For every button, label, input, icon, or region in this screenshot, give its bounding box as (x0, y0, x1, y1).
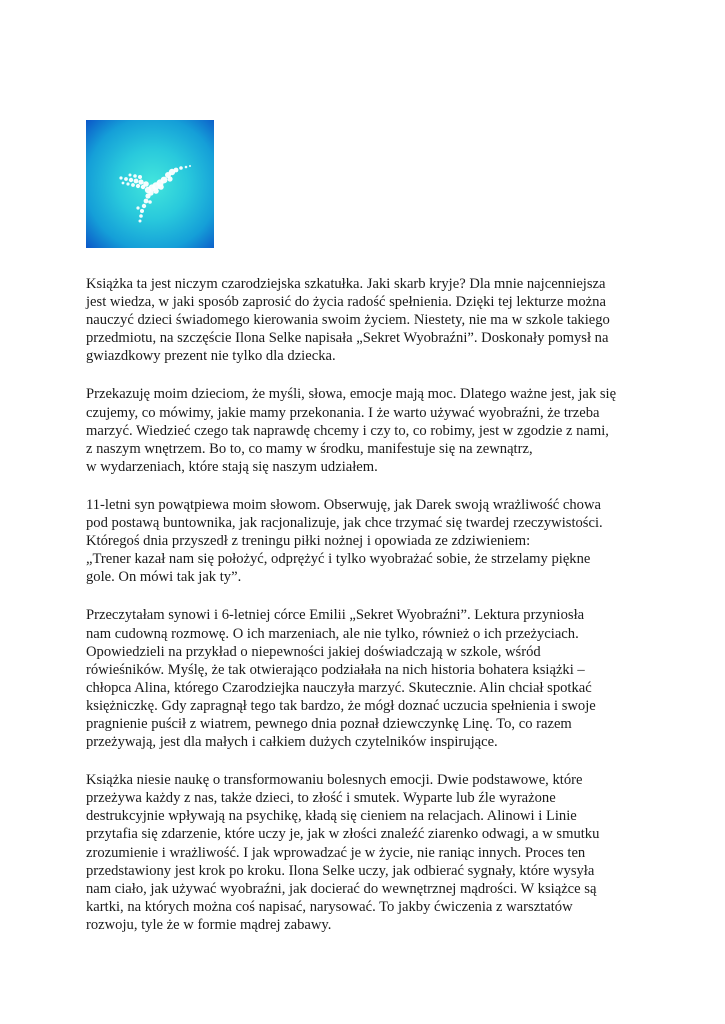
article-body (86, 275, 642, 954)
paragraph-line: Przekazuję moim dzieciom, że myśli, słowa, emocje mają moc. Dlatego ważne jest, jak się (86, 386, 617, 403)
paragraph-line: chłopca Alina, którego Czarodziejka nauczyła marzyć. Skutecznie. Alin chciał spotkać (86, 679, 592, 696)
paragraph-line: nam cudowną rozmowę. O ich marzeniach, ale nie tylko, również o ich przeżyciach. (86, 625, 579, 642)
paragraph-line: czujemy, co mówimy, jakie mamy przekonania. I że warto używać wyobraźni, że trzeba (86, 404, 600, 421)
paragraph-line: nam ciało, jak używać wyobraźni, jak docierać do wewnętrznej mądrości. W książce są (86, 880, 597, 897)
paragraph-line: przedstawiony jest krok po kroku. Ilona Selke uczy, jak odbierać sygnały, które wysyła (86, 862, 595, 879)
paragraph-line: księżniczkę. Gdy zapragnął tego tak bardzo, że mógł doznać uczucia spełnienia i swoje (86, 697, 596, 714)
paragraph-line: jest wiedza, w jaki sposób zaprosić do życia radość spełnienia. Dzięki tej lekturze można (86, 294, 606, 311)
paragraph-line: przeżywają, jest dla małych i całkiem dużych czytelników inspirujące. (86, 734, 498, 751)
paragraph-line: gole. On mówi tak jak ty”. (86, 569, 242, 586)
paragraph-line: przeżywa każdy z nas, także dzieci, to złość i smutek. Wyparte lub źle wyrażone (86, 790, 556, 807)
paragraph-line: pod postawą buntownika, jak racjonalizuje, jak chce trzymać się twardej rzeczywistości. (86, 515, 603, 532)
paragraph-line: 11-letni syn powątpiewa moim słowom. Obserwuję, jak Darek swoją wrażliwość chowa (86, 496, 601, 513)
paragraph (86, 385, 642, 475)
paragraph-line: Opowiedzieli na przykład o niepewności jakiej doświadczają w szkole, wśród (86, 643, 541, 660)
paragraph-line: przytafia się zdarzenie, które uczy je, jak w złości znaleźć ziarenko odwagi, a w smutku (86, 826, 600, 843)
paragraph-line: w wydarzeniach, które stają się naszym udziałem. (86, 458, 378, 475)
paragraph-line: gwiazdkowy prezent nie tylko dla dziecka. (86, 348, 336, 365)
paragraph (86, 275, 642, 365)
paragraph-line: pragnienie puścił z wiatrem, pewnego dnia poznał dziewczynkę Linę. To, co razem (86, 715, 572, 732)
hummingbird-dots-icon (86, 120, 214, 248)
paragraph-line: Książka ta jest niczym czarodziejska szkatułka. Jaki skarb kryje? Dla mnie najcenniejsza (86, 276, 606, 292)
paragraph (86, 496, 642, 586)
paragraph-line: Książka niesie naukę o transformowaniu bolesnych emocji. Dwie podstawowe, które (86, 772, 583, 789)
paragraph-line: zrozumienie i wrażliwość. I jak wprowadzać je w życie, nie raniąc innych. Proces ten (86, 844, 586, 861)
paragraph-line: marzyć. Wiedzieć czego tak naprawdę chcemy i czy to, co robimy, jest w zgodzie z nami, (86, 422, 609, 439)
paragraph-line: z naszym wnętrzem. Bo to, co mamy w środku, manifestuje się na zewnątrz, (86, 440, 533, 457)
paragraph-line: rówieśników. Myślę, że tak otwierająco podziałała na nich historia bohatera książki – (86, 661, 585, 678)
paragraph-line: nauczyć dzieci świadomego kierowania swoim życiem. Niestety, nie ma w szkole takiego (86, 312, 610, 329)
paragraph-line: przedmiotu, na szczęście Ilona Selke napisała „Sekret Wyobraźni”. Doskonały pomysł na (86, 330, 609, 347)
paragraph-line: „Trener kazał nam się położyć, odprężyć i tylko wyobrażać sobie, że strzelamy piękne (86, 551, 591, 568)
paragraph-line: Przeczytałam synowi i 6-letniej córce Emilii „Sekret Wyobraźni”. Lektura przyniosła (86, 607, 585, 624)
paragraph (86, 771, 642, 934)
hummingbird-logo (86, 120, 214, 248)
paragraph-line: rozwoju, tyle że w formie mądrej zabawy. (86, 916, 332, 933)
paragraph-line: Któregoś dnia przyszedł z treningu piłki nożnej i opowiada ze zdziwieniem: (86, 533, 531, 550)
paragraph-line: kartki, na których można coś napisać, narysować. To jakby ćwiczenia z warsztatów (86, 898, 573, 915)
paragraph (86, 606, 642, 751)
paragraph-line: destrukcyjnie wpływają na psychikę, kładą się cieniem na relacjach. Alinowi i Linie (86, 808, 577, 825)
